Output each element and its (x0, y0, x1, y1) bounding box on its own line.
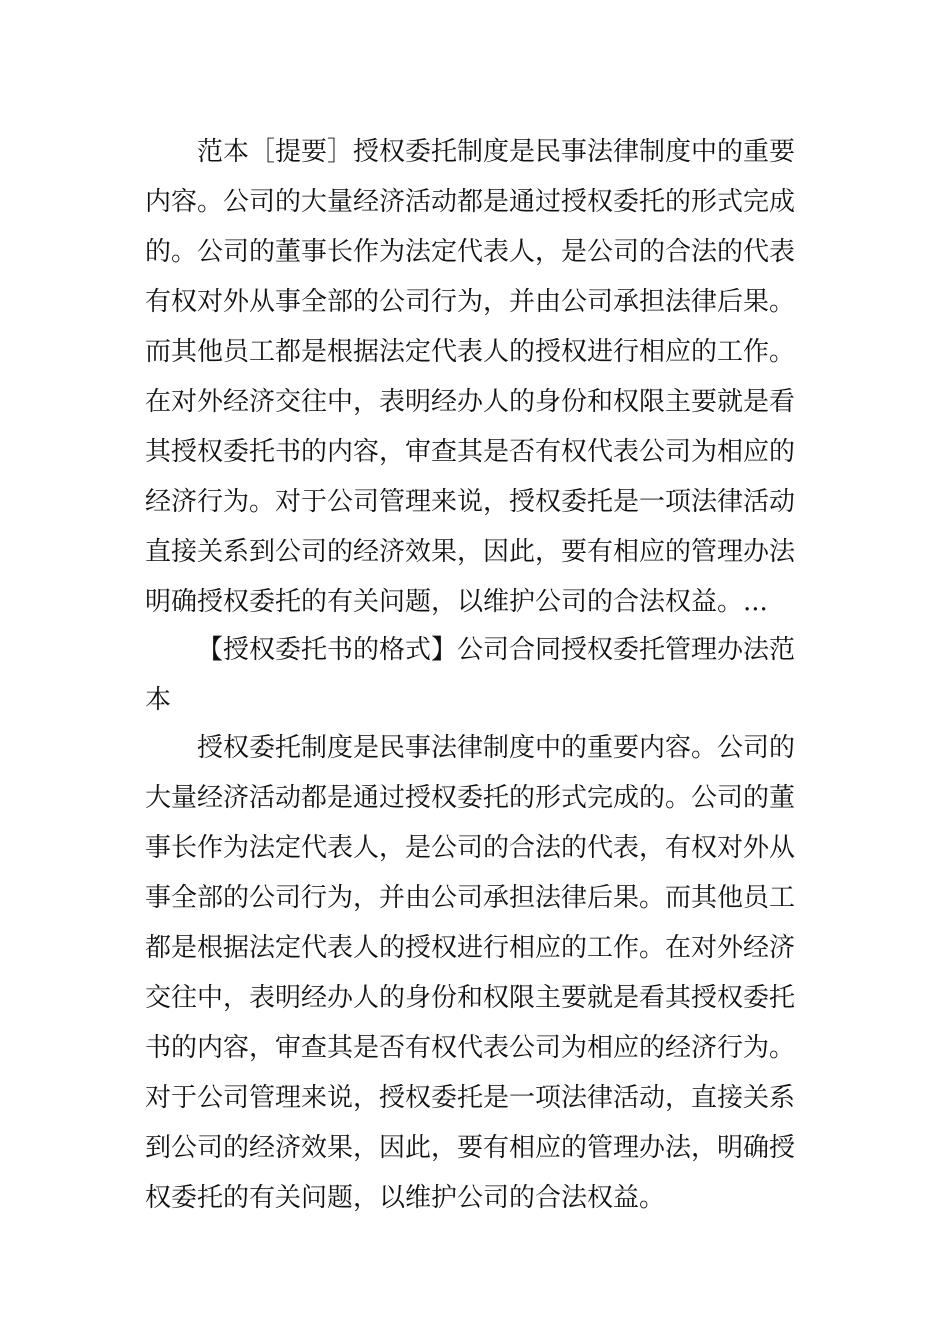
paragraph-line: 到公司的经济效果，因此，要有相应的管理办法，明确授 (145, 1133, 796, 1163)
summary-paragraph (145, 127, 810, 627)
paragraph-line: 都是根据法定代表人的授权进行相应的工作。在对外经济 (145, 933, 796, 963)
paragraph-line: 的。公司的董事长作为法定代表人，是公司的合法的代表 (145, 237, 796, 267)
paragraph-line: 明确授权委托的有关问题，以维护公司的合法权益。... (145, 587, 768, 617)
paragraph-line: 范本［提要］授权委托制度是民事法律制度中的重要 (197, 137, 796, 167)
paragraph-line: 权委托的有关问题，以维护公司的合法权益。 (145, 1183, 666, 1213)
paragraph-line: 书的内容，审查其是否有权代表公司为相应的经济行为。 (145, 1033, 796, 1063)
paragraph-line: 直接关系到公司的经济效果，因此，要有相应的管理办法 (145, 537, 796, 567)
paragraph-line: 授权委托制度是民事法律制度中的重要内容。公司的 (197, 733, 796, 763)
paragraph-line: 有权对外从事全部的公司行为，并由公司承担法律后果。 (145, 287, 796, 317)
paragraph-line: 事全部的公司行为，并由公司承担法律后果。而其他员工 (145, 883, 796, 913)
paragraph-line: 内容。公司的大量经济活动都是通过授权委托的形式完成 (145, 187, 796, 217)
paragraph-line: 其授权委托书的内容，审查其是否有权代表公司为相应的 (145, 437, 796, 467)
paragraph-line: 对于公司管理来说，授权委托是一项法律活动，直接关系 (145, 1083, 796, 1113)
paragraph-line: 事长作为法定代表人，是公司的合法的代表，有权对外从 (145, 833, 796, 863)
paragraph-line: 大量经济活动都是通过授权委托的形式完成的。公司的董 (145, 783, 796, 813)
paragraph-line: 在对外经济交往中，表明经办人的身份和权限主要就是看 (145, 387, 796, 417)
paragraph-line: 交往中，表明经办人的身份和权限主要就是看其授权委托 (145, 983, 796, 1013)
paragraph-line: 而其他员工都是根据法定代表人的授权进行相应的工作。 (145, 337, 796, 367)
heading-line: 本 (145, 685, 172, 715)
body-paragraph (145, 723, 810, 1223)
section-heading (145, 625, 810, 725)
heading-line: 【授权委托书的格式】公司合同授权委托管理办法范 (197, 635, 796, 665)
paragraph-line: 经济行为。对于公司管理来说，授权委托是一项法律活动 (145, 487, 796, 517)
